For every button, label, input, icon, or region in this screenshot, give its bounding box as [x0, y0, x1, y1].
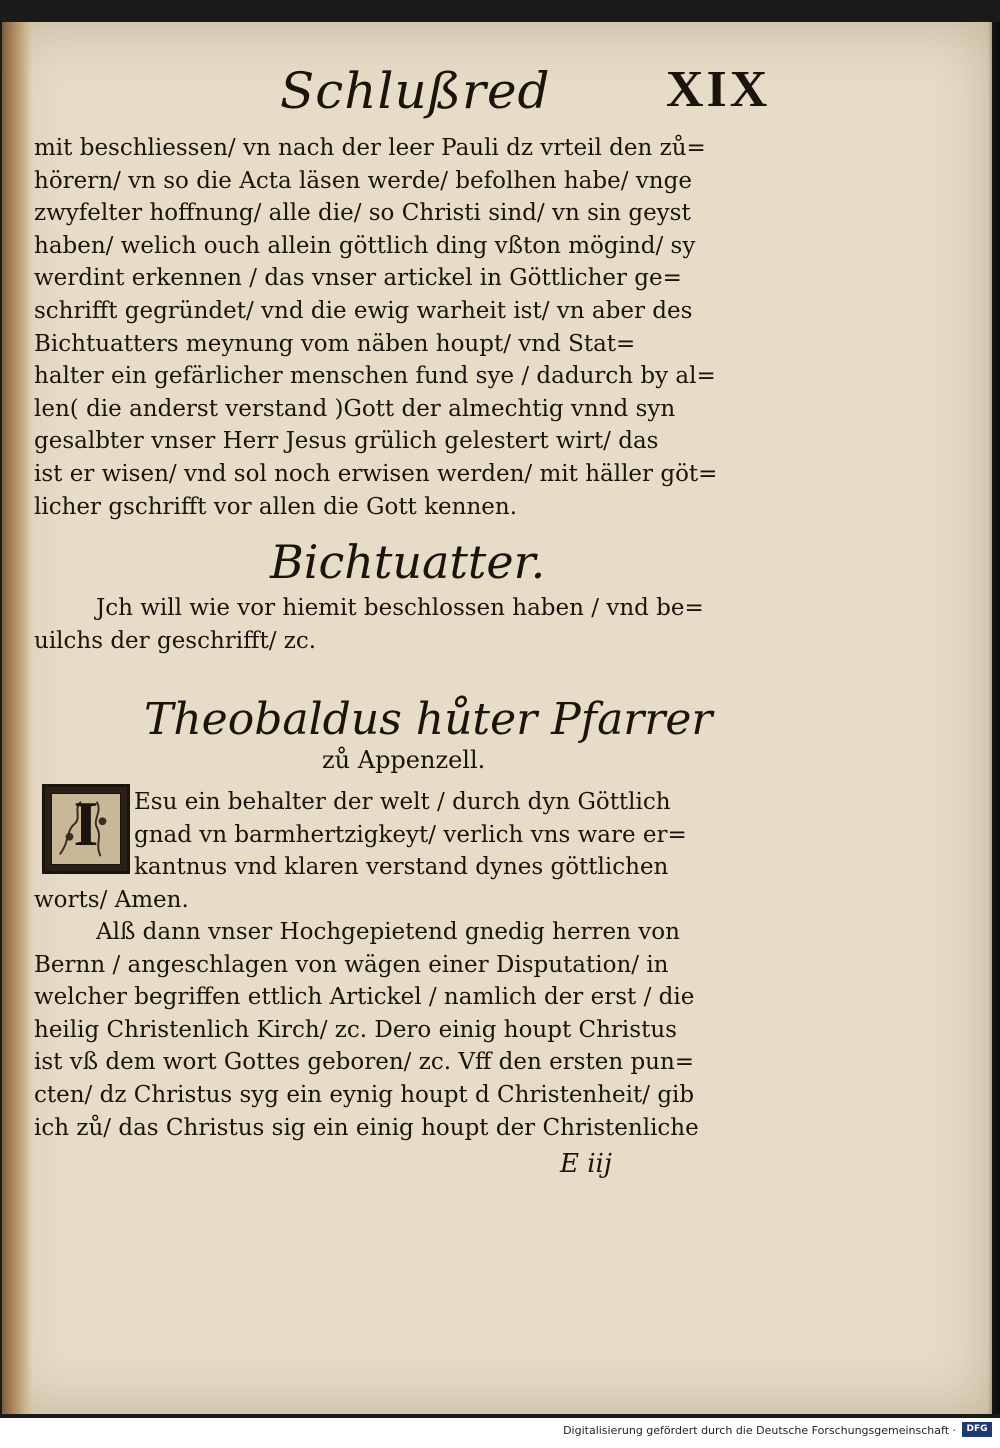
- text-block-disputation: [34, 916, 754, 1144]
- text-line: worts/ Amen.: [34, 886, 189, 913]
- text-line: ich zů/ das Christus sig ein einig houpt der Christenliche: [34, 1114, 699, 1141]
- text-line: Bichtuatters meynung vom näben houpt/ vnd Stat=: [34, 330, 636, 357]
- text-line: zwyfelter hoffnung/ alle die/ so Christi sind/ vn sin geyst: [34, 200, 691, 227]
- running-head: Schlußred: [280, 62, 551, 120]
- text-block-invocation: [34, 786, 754, 916]
- text-line: haben/ welich ouch allein göttlich ding vßton mögind/ sy: [34, 232, 696, 259]
- text-line: werdint erkennen / das vnser artickel in Göttlicher ge=: [34, 265, 682, 292]
- text-line: Esu ein behalter der welt / durch dyn Göttlich: [134, 789, 671, 815]
- text-line: Alß dann vnser Hochgepietend gnedig herren von: [96, 919, 680, 945]
- text-line: hörern/ vn so die Acta läsen werde/ befolhen habe/ vnge: [34, 167, 692, 194]
- section-heading-theobaldus: Theobaldus hůter Pfarrer: [144, 694, 713, 745]
- text-line: ist er wisen/ vnd sol noch erwisen werden/ mit häller göt=: [34, 460, 718, 487]
- footer-credit: Digitalisierung gefördert durch die Deutsche Forschungsgemeinschaft ·: [563, 1424, 956, 1437]
- text-line: gesalbter vnser Herr Jesus grülich gelestert wirt/ das: [34, 428, 659, 455]
- folio-number: XIX: [666, 61, 771, 118]
- text-block-bichtvatter: [34, 592, 754, 657]
- text-line: uilchs der geschrifft/ zc.: [34, 627, 317, 654]
- section-subheading: zů Appenzell.: [322, 746, 486, 774]
- text-line: ist vß dem wort Gottes geboren/ zc. Vff den ersten pun=: [34, 1049, 695, 1076]
- text-line: cten/ dz Christus syg ein eynig houpt d Christenheit/ gib: [34, 1081, 695, 1108]
- text-line: schrifft gegründet/ vnd die ewig warheit ist/ vn aber des: [34, 297, 693, 324]
- initial-letter: I: [73, 788, 99, 859]
- page-binding-edge: [2, 22, 32, 1414]
- text-line: welcher begriffen ettlich Artickel / namlich der erst / die: [34, 984, 695, 1011]
- text-line: Bernn / angeschlagen von wägen einer Disputation/ in: [34, 951, 669, 978]
- text-line: len( die anderst verstand )Gott der almechtig vnnd syn: [34, 395, 676, 422]
- text-line: heilig Christenlich Kirch/ zc. Dero einig houpt Christus: [34, 1016, 677, 1043]
- page-edge-shadow: [988, 22, 1000, 1414]
- dfg-logo: DFG: [962, 1422, 992, 1437]
- section-heading-bichtvatter: Bichtuatter.: [270, 535, 546, 589]
- text-line: gnad vn barmhertzigkeyt/ verlich vns ware er=: [134, 821, 687, 848]
- text-line: halter ein gefärlicher menschen fund sye / dadurch by al=: [34, 363, 716, 390]
- text-block-closing-speech: [34, 132, 754, 523]
- text-line: Jch will wie vor hiemit beschlossen haben / vnd be=: [96, 595, 704, 621]
- text-line: mit beschliessen/ vn nach der leer Pauli dz vrteil den zů=: [34, 135, 706, 161]
- text-line: kantnus vnd klaren verstand dynes göttlichen: [134, 854, 669, 881]
- signature-mark: E iij: [560, 1149, 612, 1179]
- text-line: licher gschrifft vor allen die Gott kennen.: [34, 493, 518, 520]
